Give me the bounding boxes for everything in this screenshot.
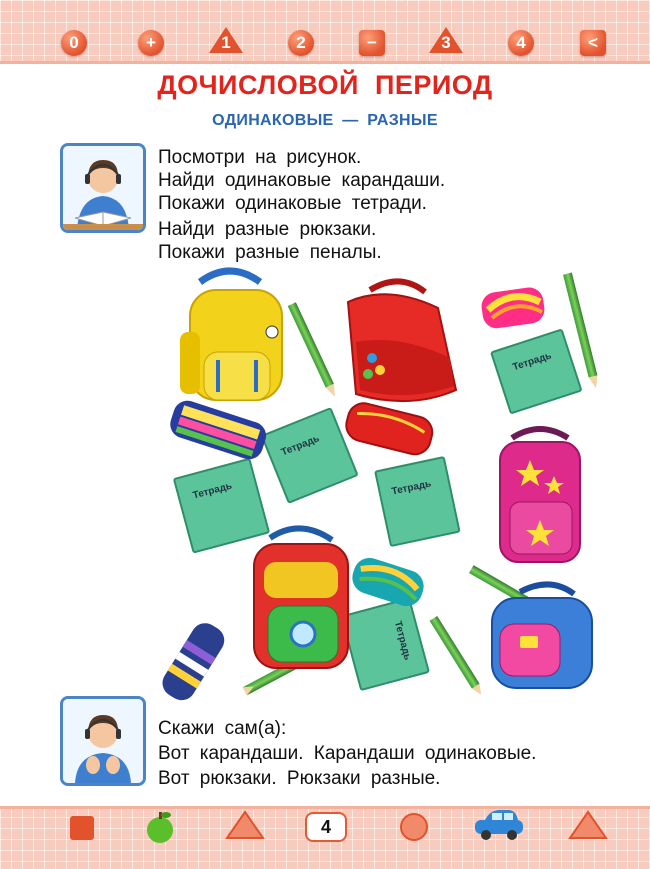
- notebook-5: [342, 598, 429, 690]
- symbol-four: 4: [508, 30, 534, 56]
- triangle-icon: [570, 812, 606, 838]
- speak-line-2: Вот карандаши. Карандаши одинаковые.: [158, 743, 537, 764]
- illustration-scene: [160, 262, 604, 702]
- red-pencil-case: [343, 400, 436, 458]
- pencil-4: [430, 616, 485, 697]
- header-strip: [0, 0, 650, 64]
- instruction-line-5: Покажи разные пеналы.: [158, 242, 382, 263]
- instruction-line-4: Найди разные рюкзаки.: [158, 219, 377, 240]
- teal-pencil-case: [348, 554, 428, 610]
- apple-icon: [147, 812, 173, 843]
- striped-pencil-case: [480, 286, 546, 330]
- striped-blue-pencil-case: [160, 618, 230, 702]
- pencil-1: [288, 302, 339, 398]
- notebook-label: Тетрадь: [390, 478, 433, 498]
- symbol-three-triangle: [428, 26, 464, 54]
- symbol-three: 3: [441, 33, 451, 52]
- notebook-1: [491, 330, 581, 414]
- symbol-plus: +: [138, 30, 164, 56]
- open-pencil-case: [167, 397, 270, 463]
- page-title: ДОЧИСЛОВОЙ ПЕРИОД: [157, 70, 493, 100]
- speak-line-1: Скажи сам(а):: [158, 718, 287, 739]
- notebook-4: [375, 457, 459, 546]
- symbol-minus: −: [359, 30, 385, 56]
- notebook-label: Тетрадь: [191, 480, 234, 502]
- red-backpack: [348, 281, 456, 401]
- instruction-line-2: Найди одинаковые карандаши.: [158, 170, 446, 191]
- notebook-label: Тетрадь: [391, 619, 413, 662]
- header-edge: [0, 61, 650, 64]
- notebook-3: [174, 459, 269, 553]
- instruction-line-3: Покажи одинаковые тетради.: [158, 193, 427, 214]
- boy-speaking-icon: [63, 699, 143, 783]
- page-number: 4: [305, 812, 347, 842]
- circle-icon: [401, 814, 427, 840]
- symbol-zero: 0: [61, 30, 87, 56]
- speak-line-3: Вот рюкзаки. Рюкзаки разные.: [158, 768, 441, 789]
- symbol-one: 1: [221, 33, 231, 52]
- symbol-one-triangle: [208, 26, 244, 54]
- square-icon: [70, 816, 94, 840]
- instruction-line-1: Посмотри на рисунок.: [158, 147, 362, 168]
- triangle-icon: [227, 812, 263, 838]
- notebook-label: Тетрадь: [511, 350, 553, 374]
- kid-speaking-picture: [60, 696, 146, 786]
- symbol-less-than: <: [580, 30, 606, 56]
- blue-backpack: [492, 584, 592, 688]
- green-backpack: [254, 528, 348, 668]
- symbol-two: 2: [288, 30, 314, 56]
- boy-reading-icon: [63, 146, 143, 230]
- notebook-label: Тетрадь: [279, 433, 322, 459]
- kid-reading-picture: [60, 143, 146, 233]
- car-icon: [475, 810, 523, 840]
- pink-backpack: [500, 429, 580, 562]
- yellow-backpack: [180, 271, 282, 400]
- page-subtitle: ОДИНАКОВЫЕ — РАЗНЫЕ: [212, 112, 438, 129]
- notebook-2: [262, 408, 358, 502]
